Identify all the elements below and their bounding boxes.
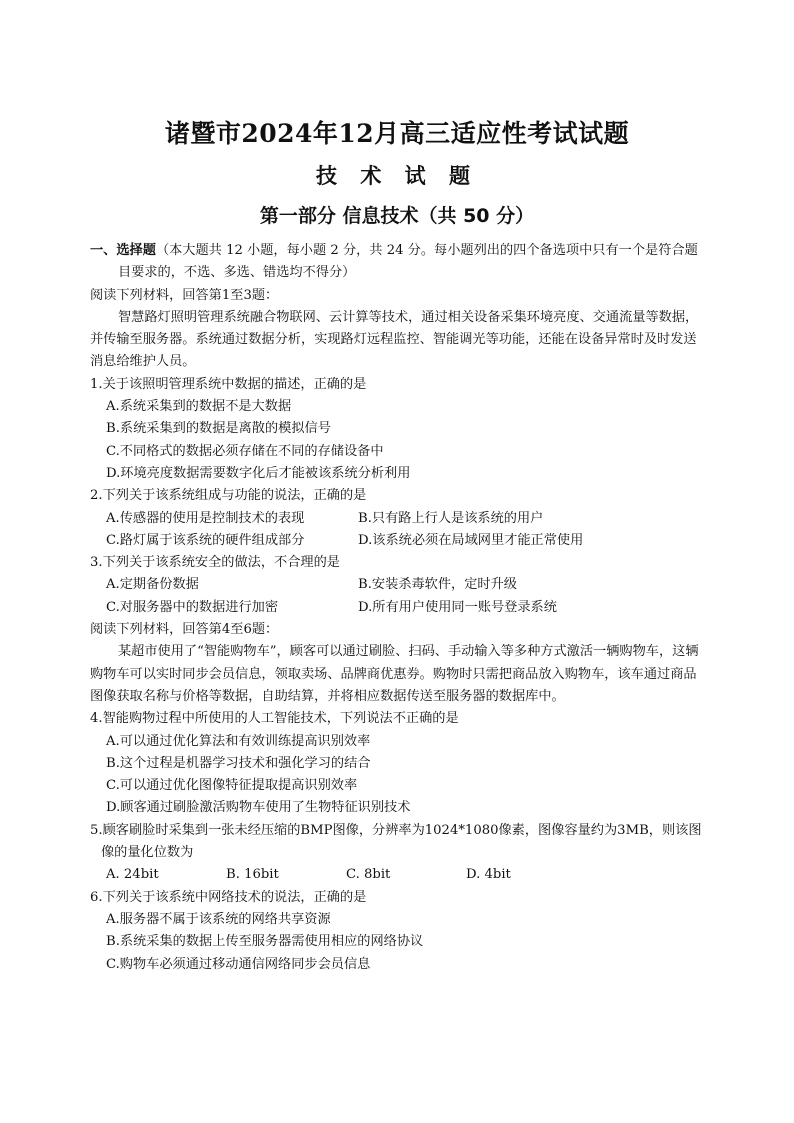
option-a: A.可以通过优化算法和有效训练提高识别效率	[106, 733, 371, 749]
question-stem: 4.智能购物过程中所使用的人工智能技术，下列说法不正确的是	[90, 711, 459, 727]
section-heading: 一、选择题	[90, 243, 156, 258]
option-row	[90, 597, 702, 619]
question-5	[90, 820, 702, 887]
question-3	[90, 552, 702, 619]
option-a: A.传感器的使用是控制技术的表现	[106, 510, 305, 526]
reading-intro-2: 阅读下列材料，回答第4至6题：	[90, 622, 279, 638]
question-stem: 2.下列关于该系统组成与功能的说法，正确的是	[90, 488, 367, 504]
exam-title: 诸暨市2024年12月高三适应性考试试题	[164, 119, 630, 148]
reading-intro-1: 阅读下列材料，回答第1至3题：	[90, 287, 279, 303]
option-b: B.这个过程是机器学习技术和强化学习的结合	[106, 755, 371, 771]
option-b: B.安装杀毒软件，定时升级	[358, 577, 517, 593]
option-c: C.可以通过优化图像特征提取提高识别效率	[106, 778, 358, 794]
section-instruction	[90, 240, 702, 285]
option-row	[90, 574, 702, 596]
option-a: A.服务器不属于该系统的网络共享资源	[106, 911, 331, 927]
reading-material-1: 智慧路灯照明管理系统融合物联网、云计算等技术，通过相关设备采集环境亮度、交通流量等数据，并传输至服务器。系统通过数据分析，实现路灯远程监控、智能调光等功能，还能在设备异常时及时发送消息给维护人员。	[90, 309, 699, 370]
option-c: C.购物车必须通过移动通信网络同步会员信息	[106, 956, 371, 972]
option-row	[90, 864, 702, 886]
option-a: A. 24bit	[106, 867, 159, 883]
option-d: D.该系统必须在局域网里才能正常使用	[358, 532, 584, 548]
option-d: D.顾客通过刷脸激活购物车使用了生物特征识别技术	[106, 800, 411, 816]
option-c: C.不同格式的数据必须存储在不同的存储设备中	[106, 443, 384, 459]
question-2	[90, 485, 702, 552]
option-d: D. 4bit	[466, 867, 511, 883]
option-b: B.系统采集到的数据是离散的模拟信号	[106, 421, 331, 437]
question-stem: 1.关于该照明管理系统中数据的描述，正确的是	[90, 376, 367, 392]
option-row	[90, 530, 702, 552]
option-row	[90, 508, 702, 530]
section-instruction-text: （本大题共 12 小题，每小题 2 分，共 24 分。每小题列出的四个备选项中只有一个是符合题目要求的，不选、多选、错选均不得分）	[118, 243, 698, 281]
option-b: B. 16bit	[226, 867, 279, 883]
option-c: C. 8bit	[346, 867, 391, 883]
option-b: B.系统采集的数据上传至服务器需使用相应的网络协议	[106, 934, 424, 950]
option-a: A.定期备份数据	[106, 577, 199, 593]
option-c: C.路灯属于该系统的硬件组成部分	[106, 532, 305, 548]
option-d: D.所有用户使用同一账号登录系统	[358, 599, 557, 615]
question-6	[90, 887, 702, 976]
option-d: D.环境亮度数据需要数字化后才能被该系统分析利用	[106, 465, 411, 481]
exam-body	[90, 240, 702, 976]
question-stem: 5.顾客刷脸时采集到一张未经压缩的BMP图像，分辨率为1024*1080像素，图像容量约为3MB，则该图像的量化位数为	[90, 822, 702, 861]
question-stem: 3.下列关于该系统安全的做法，不合理的是	[90, 555, 340, 571]
option-c: C.对服务器中的数据进行加密	[106, 599, 279, 615]
subject-title: 技 术 试 题	[316, 163, 478, 188]
option-a: A.系统采集到的数据不是大数据	[106, 399, 292, 415]
part-title: 第一部分 信息技术（共 50 分）	[259, 205, 535, 227]
question-1	[90, 374, 702, 485]
question-stem: 6.下列关于该系统中网络技术的说法，正确的是	[90, 889, 367, 905]
question-4	[90, 708, 702, 819]
option-b: B.只有路上行人是该系统的用户	[358, 510, 544, 526]
reading-material-2: 某超市使用了“智能购物车”，顾客可以通过刷脸、扫码、手动输入等多种方式激活一辆购物车，这辆购物车可以实时同步会员信息，领取卖场、品牌商优惠券。购物时只需把商品放入购物车，该车通过商品图像获取名称与价格等数据，自助结算，并将相应数据传送至服务器的数据库中。	[90, 644, 699, 704]
